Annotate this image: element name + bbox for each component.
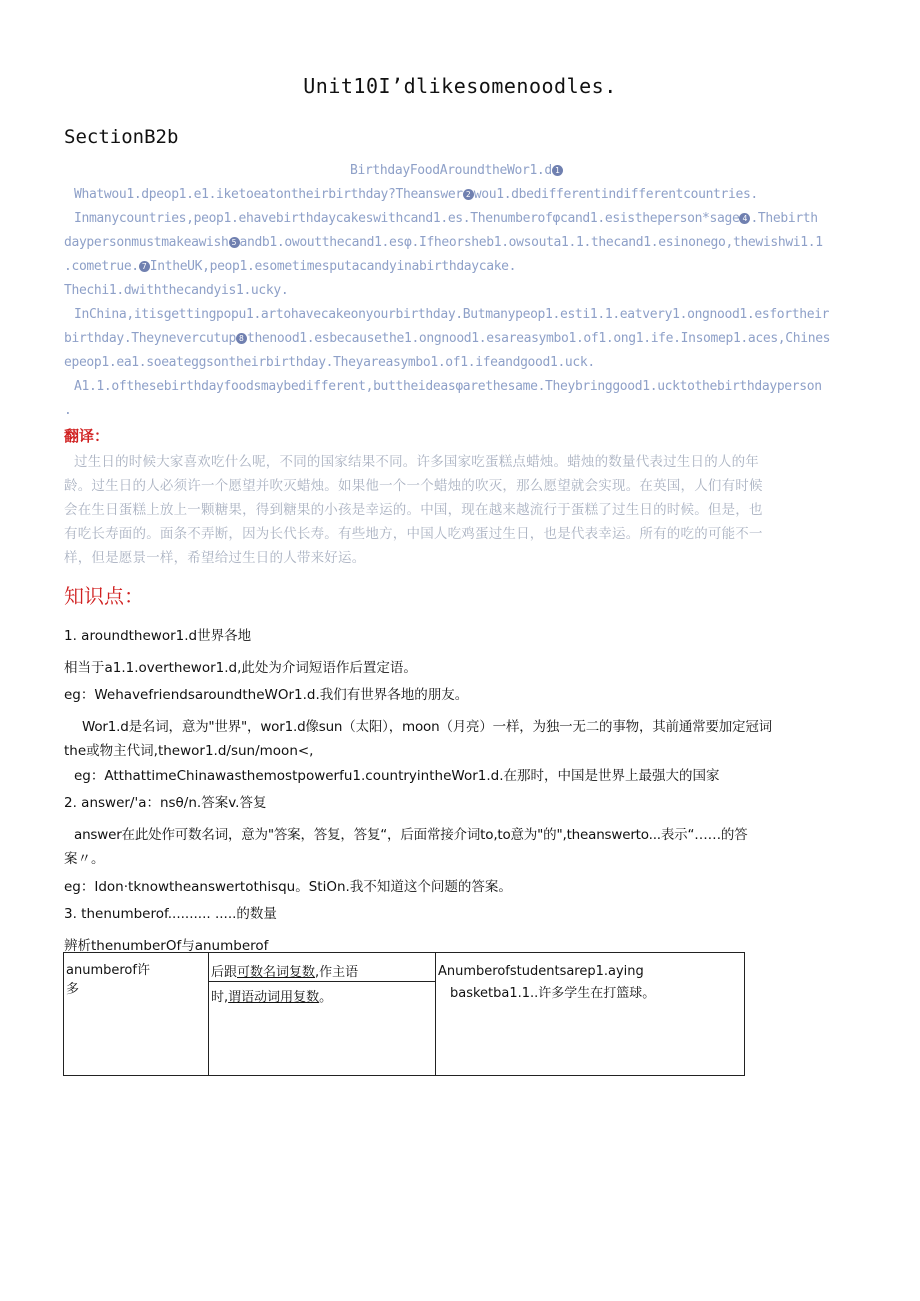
table-cell-example bbox=[436, 953, 745, 1076]
knowledge-note: Wor1.d是名词，意为"世界"，wor1.d像sun（太阳），moon（月亮）一样，为独一无二的事物，其前通常要加定冠词 bbox=[82, 719, 772, 735]
example-text: Anumberofstudentsarep1.aying bbox=[438, 964, 644, 979]
passage-line: . bbox=[64, 403, 72, 418]
example-text: basketba1.1..许多学生在打篮球。 bbox=[450, 986, 656, 1001]
footnote-marker: 2 bbox=[463, 189, 474, 200]
passage-line: epeop1.ea1.soeateggsontheirbirthday.Theyareasymbo1.of1.ifeandgood1.uck. bbox=[64, 355, 595, 370]
table-cell-usage bbox=[209, 953, 436, 1076]
knowledge-item: 3. thenumberof.......... .....的数量 bbox=[64, 906, 277, 922]
knowledge-heading: 知识点： bbox=[64, 584, 144, 608]
translation-heading: 翻译： bbox=[64, 427, 110, 445]
passage-line: Inmanycountries,peop1.ehavebirthdaycakeswithcand1.es.Thenumberofφcand1.esistheperson*sage 4 .Thebirth bbox=[74, 211, 818, 226]
knowledge-example: eg：Idon·tknowtheanswertothisqu。StiOn.我不知道这个问题的答案。 bbox=[64, 879, 512, 895]
term-text: anumberof许 bbox=[66, 963, 150, 978]
knowledge-example: eg：WehavefriendsaroundtheWOr1.d.我们有世界各地的朋友。 bbox=[64, 687, 469, 703]
footnote-marker: 4 bbox=[739, 213, 750, 224]
passage-line: daypersonmustmakeawish 5 andb1.owoutthecand1.esφ.Ifheorsheb1.owsouta1.1.thecand1.esinonego,thewishwi1.1 bbox=[64, 235, 823, 250]
knowledge-item: 2. answer/'a：nsθ/n.答案v.答复 bbox=[64, 795, 267, 811]
passage-line: .cometrue. 7 IntheUK,peop1.esometimesputacandyinabirthdaycake. bbox=[64, 259, 517, 274]
cell-divider bbox=[209, 981, 435, 982]
knowledge-note: 案〃。 bbox=[64, 851, 105, 867]
passage-line: Whatwou1.dpeop1.e1.iketoeatontheirbirthday?Theanswer 2 wou1.dbedifferentindifferentcountries. bbox=[74, 187, 758, 202]
phi-symbol: φ bbox=[455, 379, 463, 394]
knowledge-note: answer在此处作可数名词，意为"答案，答复，答复“，后面常接介词to,to意为"的",theanswerto...表示“……的答 bbox=[74, 827, 748, 843]
footnote-marker: 5 bbox=[229, 237, 240, 248]
usage-text: 时,谓语动词用复数。 bbox=[211, 990, 333, 1005]
section-heading: SectionB2b bbox=[64, 126, 179, 148]
translation-line: 龄。过生日的人必须许一个愿望并吹灭蜡烛。如果他一个一个蜡烛的吹灭，那么愿望就会实现。在英国，人们有时候 bbox=[64, 478, 763, 494]
knowledge-item: 1. aroundthewor1.d世界各地 bbox=[64, 628, 252, 644]
passage-line: A1.1.ofthesebirthdayfoodsmaybedifferent,buttheideasφarethesame.Theybringgood1.ucktothebirthdayperson bbox=[74, 379, 822, 394]
phi-symbol: φ bbox=[404, 235, 412, 250]
passage-title: BirthdayFoodAroundtheWor1.d 1 bbox=[350, 163, 563, 178]
passage-line: InChina,itisgettingpopu1.artohavecakeonyourbirthday.Butmanypeop1.esti1.1.eatvery1.ongnood1.esfortheir bbox=[74, 307, 830, 322]
translation-line: 过生日的时候大家喜欢吃什么呢，不同的国家结果不同。许多国家吃蛋糕点蜡烛。蜡烛的数量代表过生日的人的年 bbox=[74, 454, 759, 470]
phi-symbol: φ bbox=[552, 211, 560, 226]
translation-line: 会在生日蛋糕上放上一颗糖果，得到糖果的小孩是幸运的。中国，现在越来越流行于蛋糕了过生日的时候。但是，也 bbox=[64, 502, 763, 518]
knowledge-note: 辨析thenumberOf与anumberof bbox=[64, 938, 269, 954]
footnote-marker: 1 bbox=[552, 165, 563, 176]
usage-text: 后跟可数名词复数,作主语 bbox=[211, 965, 359, 980]
table-cell-term bbox=[64, 953, 209, 1076]
term-text: 多 bbox=[66, 982, 80, 997]
passage-line: birthday.Theynevercutup 8 thenood1.esbecausethe1.ongnood1.esareasymbo1.of1.ong1.ife.Insomep1.aces,Chines bbox=[64, 331, 831, 346]
knowledge-note: the或物主代词,thewor1.d/sun/moon<, bbox=[64, 743, 314, 759]
comparison-table bbox=[63, 952, 745, 1076]
table-row bbox=[64, 953, 745, 1076]
knowledge-example: eg：AtthattimeChinawasthemostpowerfu1.countryintheWor1.d.在那时，中国是世界上最强大的国家 bbox=[74, 768, 720, 784]
passage-line: Thechi1.dwiththecandyis1.ucky. bbox=[64, 283, 289, 298]
footnote-marker: 7 bbox=[139, 261, 150, 272]
translation-line: 样，但是愿景一样，希望给过生日的人带来好运。 bbox=[64, 550, 366, 566]
document-title: Unit10Iʼdlikesomenoodles. bbox=[303, 74, 617, 98]
footnote-marker: 8 bbox=[236, 333, 247, 344]
knowledge-note: 相当于a1.1.overthewor1.d,此处为介词短语作后置定语。 bbox=[64, 660, 417, 676]
translation-line: 有吃长寿面的。面条不弄断，因为长代长寿。有些地方，中国人吃鸡蛋过生日，也是代表幸运。所有的吃的可能不一 bbox=[64, 526, 763, 542]
